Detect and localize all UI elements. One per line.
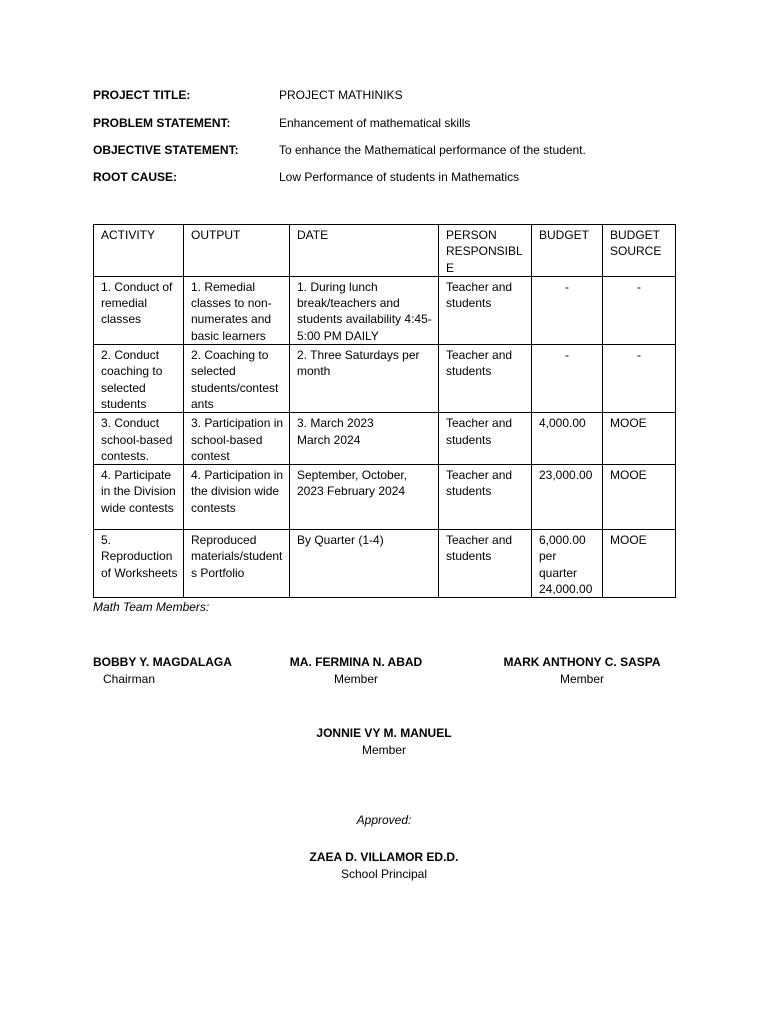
date-cell <box>290 413 439 465</box>
signatory-member-saspa <box>497 655 667 686</box>
table-row <box>94 276 676 344</box>
output-cell: 2. Coaching to selected students/contestants <box>184 345 290 413</box>
column-header-activity: ACTIVITY <box>94 225 184 277</box>
activity-cell: 2. Conduct coaching to selected students <box>94 345 184 413</box>
root-cause-value: Low Performance of students in Mathematics <box>279 170 520 184</box>
project-title-value: PROJECT MATHINIKS <box>279 88 403 102</box>
principal-name: ZAEA D. VILLAMOR ED.D. <box>309 850 459 864</box>
objective-statement-value: To enhance the Mathematical performance of the student. <box>279 143 586 157</box>
source-cell: MOOE <box>603 413 676 465</box>
budget-cell: - <box>532 276 603 344</box>
output-cell: 4. Participation in the division wide contests <box>184 465 290 530</box>
output-cell: 1. Remedial classes to non-numerates and basic learners <box>184 276 290 344</box>
activity-cell: 3. Conduct school-based contests. <box>94 413 184 465</box>
signatory-name: MA. FERMINA N. ABAD <box>289 655 423 669</box>
budget-line: quarter <box>539 565 578 580</box>
table-row <box>94 345 676 413</box>
table-row <box>94 465 676 530</box>
date-cell: 1. During lunch break/teachers and students availability 4:45-5:00 PM DAILY <box>290 276 439 344</box>
budget-line: per <box>539 549 557 564</box>
signatory-name: MARK ANTHONY C. SASPA <box>503 655 661 669</box>
team-members-label: Math Team Members: <box>93 600 210 614</box>
signatory-role: Member <box>333 672 378 686</box>
budget-cell: 23,000.00 <box>532 465 603 530</box>
column-header-budget: BUDGET <box>532 225 603 277</box>
source-cell: MOOE <box>603 465 676 530</box>
source-cell: - <box>603 276 676 344</box>
signatory-name: BOBBY Y. MAGDALAGA <box>93 655 232 669</box>
budget-cell: - <box>532 345 603 413</box>
signatory-role: Member <box>361 743 406 757</box>
problem-statement-label: PROBLEM STATEMENT: <box>93 116 231 130</box>
budget-cell <box>532 530 603 598</box>
signatory-member-manuel <box>299 726 469 757</box>
problem-statement-value: Enhancement of mathematical skills <box>279 116 471 130</box>
person-cell: Teacher and students <box>439 276 532 344</box>
root-cause-label: ROOT CAUSE: <box>93 170 177 184</box>
date-line: March 2024 <box>297 432 361 447</box>
activity-cell: 1. Conduct of remedial classes <box>94 276 184 344</box>
table-row <box>94 413 676 465</box>
date-line: 3. March 2023 <box>297 416 374 431</box>
date-cell: 2. Three Saturdays per month <box>290 345 439 413</box>
column-header-budget-source: BUDGET SOURCE <box>603 225 676 277</box>
signatory-role: Member <box>559 672 604 686</box>
column-header-date: DATE <box>290 225 439 277</box>
budget-line: 24,000.00 <box>539 582 593 597</box>
person-cell: Teacher and students <box>439 530 532 598</box>
budget-cell: 4,000.00 <box>532 413 603 465</box>
source-cell: MOOE <box>603 530 676 598</box>
date-cell: By Quarter (1-4) <box>290 530 439 598</box>
signatory-member-abad <box>276 655 436 686</box>
column-header-output: OUTPUT <box>184 225 290 277</box>
table-row <box>94 530 676 598</box>
signatory-principal <box>284 850 484 881</box>
activity-cell: 5. Reproduction of Worksheets <box>94 530 184 598</box>
action-plan-table <box>93 224 676 598</box>
output-cell: 3. Participation in school-based contest <box>184 413 290 465</box>
budget-line: 6,000.00 <box>539 533 586 548</box>
table-header-row <box>94 225 676 277</box>
approved-label: Approved: <box>356 813 412 827</box>
project-title-label: PROJECT TITLE: <box>93 88 191 102</box>
principal-role: School Principal <box>340 867 428 881</box>
activity-cell: 4. Participate in the Division wide contests <box>94 465 184 530</box>
source-cell: - <box>603 345 676 413</box>
date-cell: September, October, 2023 February 2024 <box>290 465 439 530</box>
output-cell: Reproduced materials/students Portfolio <box>184 530 290 598</box>
objective-statement-label: OBJECTIVE STATEMENT: <box>93 143 239 157</box>
person-cell: Teacher and students <box>439 465 532 530</box>
signatory-chairman <box>93 655 243 686</box>
person-cell: Teacher and students <box>439 413 532 465</box>
signatory-role: Chairman <box>103 672 156 686</box>
signatory-name: JONNIE VY M. MANUEL <box>316 726 452 740</box>
person-cell: Teacher and students <box>439 345 532 413</box>
column-header-person-responsible: PERSON RESPONSIBLE <box>439 225 532 277</box>
